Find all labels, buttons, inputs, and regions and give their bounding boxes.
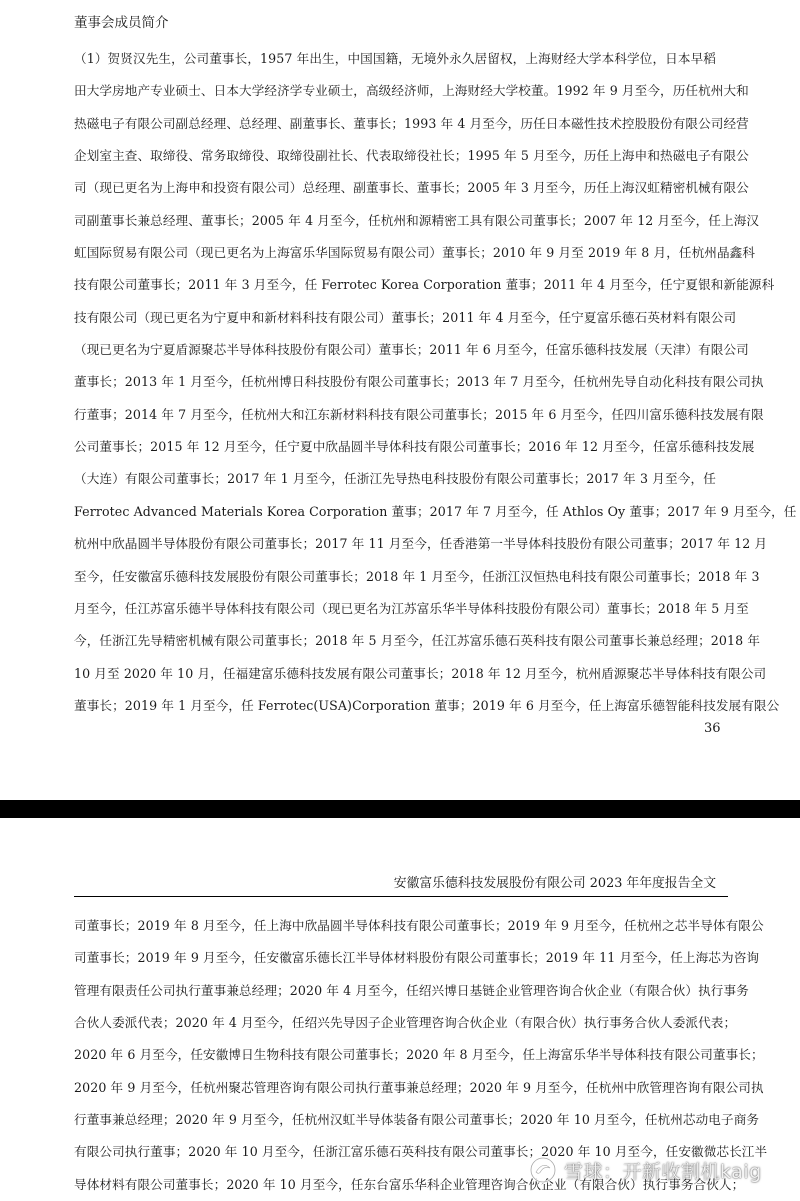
- header-rule: [74, 896, 728, 897]
- text-line: 杭州中欣晶圆半导体股份有限公司董事长；2017 年 11 月至今，任香港第一半导体科技股份有限公司董事；2017 年 12 月: [74, 536, 768, 552]
- director-bio-text: [74, 43, 797, 722]
- text-line: （1）贺贤汉先生，公司董事长，1957 年出生，中国国籍，无境外永久居留权，上海财经大学本科学位，日本早稻: [74, 51, 716, 66]
- watermark-text: 雪球：开新收割机kaig: [564, 1160, 762, 1183]
- text-line: 司（现已更名为上海申和投资有限公司）总经理、副董事长、董事长；2005 年 3 月至今，历任上海汉虹精密机械有限公: [74, 180, 749, 196]
- report-page-37: [0, 818, 800, 1197]
- text-line: 行董事；2014 年 7 月至今，任杭州大和江东新材料科技有限公司董事长；2015 年 6 月至今，任四川富乐德科技发展有限: [74, 406, 764, 422]
- text-line: 今，任浙江先导精密机械有限公司董事长；2018 年 5 月至今，任江苏富乐德石英科技有限公司董事长兼总经理；2018 年: [74, 633, 761, 649]
- text-line: 公司董事长；2015 年 12 月至今，任宁夏中欣晶圆半导体科技有限公司董事长；2016 年 12 月至今，任富乐德科技发展: [74, 439, 755, 455]
- text-line: 司董事长；2019 年 9 月至今，任安徽富乐德长江半导体材料股份有限公司董事长；2019 年 11 月至今，任上海芯为咨询: [74, 950, 760, 966]
- text-line: （现已更名为宁夏盾源聚芯半导体科技股份有限公司）董事长；2011 年 6 月至今，任富乐德科技发展（天津）有限公司: [74, 342, 749, 358]
- text-line: 2020 年 9 月至今，任杭州聚芯管理咨询有限公司执行董事兼总经理；2020 年 9 月至今，任杭州中欣管理咨询有限公司执: [74, 1079, 764, 1095]
- section-title: 董事会成员简介: [74, 15, 169, 31]
- report-header: 安徽富乐德科技发展股份有限公司 2023 年年度报告全文: [393, 876, 716, 891]
- text-line: 企划室主查、取缔役、常务取缔役、取缔役副社长、代表取缔役社长；1995 年 5 月至今，历任上海申和热磁电子有限公: [74, 148, 749, 164]
- text-line: 有限公司执行董事；2020 年 10 月至今，任浙江富乐德石英科技有限公司董事长；2020 年 10 月至今，任安徽微芯长江半: [74, 1144, 768, 1160]
- text-line: 导体材料有限公司董事长；2020 年 10 月至今，任东台富乐华科企业管理咨询合伙企业（有限合伙）执行事务合伙人；: [74, 1176, 745, 1192]
- text-line: 虹国际贸易有限公司（现已更名为上海富乐华国际贸易有限公司）董事长；2010 年 9 月至 2019 年 8 月，任杭州晶鑫科: [74, 245, 756, 261]
- text-line: 月至今，任江苏富乐德半导体科技有限公司（现已更名为江苏富乐华半导体科技股份有限公司）董事长；2018 年 5 月至: [74, 600, 749, 616]
- text-line: 2020 年 6 月至今，任安徽博日生物科技有限公司董事长；2020 年 8 月至今，任上海富乐华半导体科技有限公司董事长；: [74, 1047, 764, 1063]
- watermark: [528, 1152, 762, 1188]
- page-number: 36: [704, 721, 721, 736]
- text-line: 董事长；2019 年 1 月至今，任 Ferrotec(USA)Corporation 董事；2019 年 6 月至今，任上海富乐德智能科技发展有限公: [74, 697, 780, 713]
- text-line: 田大学房地产专业硕士、日本大学经济学专业硕士，高级经济师，上海财经大学校董。1992 年 9 月至今，历任杭州大和: [74, 83, 749, 99]
- text-line: （大连）有限公司董事长；2017 年 1 月至今，任浙江先导热电科技股份有限公司董事长；2017 年 3 月至今，任: [74, 471, 716, 487]
- text-line: 司副董事长兼总经理、董事长；2005 年 4 月至今，任杭州和源精密工具有限公司董事长；2007 年 12 月至今，任上海汉: [74, 212, 760, 228]
- text-line: 10 月至 2020 年 10 月，任福建富乐德科技发展有限公司董事长；2018 年 12 月至今，杭州盾源聚芯半导体科技有限公司: [74, 665, 767, 681]
- text-line: 司董事长；2019 年 8 月至今，任上海中欣晶圆半导体科技有限公司董事长；2019 年 9 月至今，任杭州之芯半导体有限公: [74, 918, 764, 933]
- text-line: Ferrotec Advanced Materials Korea Corporation 董事；2017 年 7 月至今，任 Athlos Oy 董事；2017 年 9 月至今，任: [74, 503, 797, 519]
- text-line: 行董事兼总经理；2020 年 9 月至今，任杭州汉虹半导体装备有限公司董事长；2020 年 10 月至今，任杭州芯动电子商务: [74, 1112, 760, 1128]
- text-line: 董事长；2013 年 1 月至今，任杭州博日科技股份有限公司董事长；2013 年 7 月至今，任杭州先导自动化科技有限公司执: [74, 374, 764, 390]
- text-line: 至今，任安徽富乐德科技发展股份有限公司董事长；2018 年 1 月至今，任浙江汉恒热电科技有限公司董事长；2018 年 3: [74, 568, 760, 584]
- text-line: 热磁电子有限公司副总经理、总经理、副董事长、董事长；1993 年 4 月至今，历任日本磁性技术控股股份有限公司经营: [74, 115, 749, 131]
- text-line: 技有限公司董事长；2011 年 3 月至今，任 Ferrotec Korea Corporation 董事；2011 年 4 月至今，任宁夏银和新能源科: [74, 277, 775, 293]
- snowball-icon: [528, 1155, 558, 1185]
- text-line: 合伙人委派代表；2020 年 4 月至今，任绍兴先导因子企业管理咨询合伙企业（有限合伙）执行事务合伙人委派代表；: [74, 1015, 737, 1031]
- text-line: 管理有限责任公司执行董事兼总经理；2020 年 4 月至今，任绍兴博日基链企业管理咨询合伙企业（有限合伙）执行事务: [74, 982, 749, 998]
- text-line: 技有限公司（现已更名为宁夏申和新材料科技有限公司）董事长；2011 年 4 月至今，任宁夏富乐德石英材料有限公司: [74, 309, 737, 325]
- page-separator: [0, 800, 800, 818]
